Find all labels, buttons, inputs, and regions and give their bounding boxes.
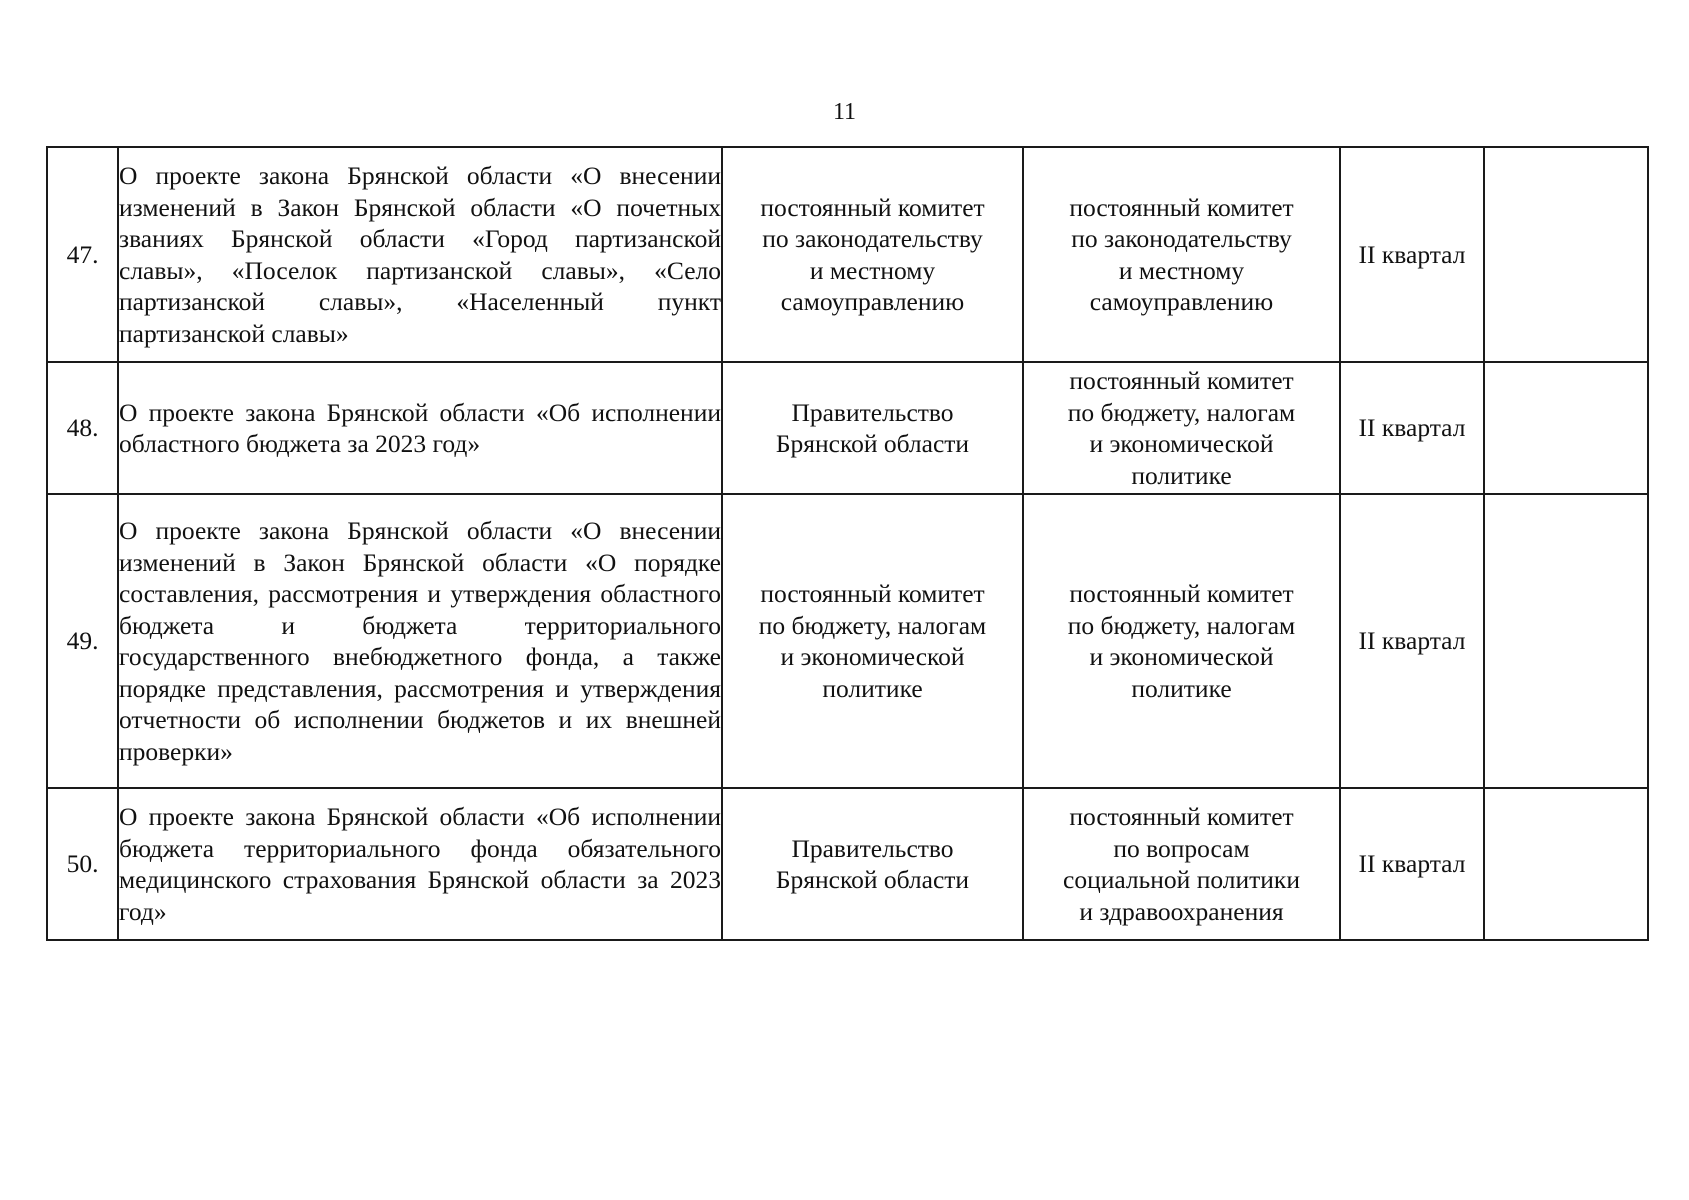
responsible-line: по законодательству bbox=[1071, 224, 1292, 253]
initiator-line: Брянской области bbox=[775, 429, 970, 458]
period-cell: II квартал bbox=[1340, 362, 1484, 494]
initiator-line: политике bbox=[822, 673, 923, 703]
initiator-line: постоянный комитет bbox=[760, 192, 985, 222]
responsible-cell bbox=[1023, 494, 1340, 788]
initiator-line: самоуправлению bbox=[780, 287, 965, 316]
initiator-line: и экономической bbox=[780, 642, 965, 671]
initiator-cell bbox=[722, 788, 1023, 940]
responsible-line: политике bbox=[1131, 460, 1232, 490]
period-cell: II квартал bbox=[1340, 494, 1484, 788]
responsible-cell bbox=[1023, 788, 1340, 940]
row-number: 47. bbox=[47, 147, 118, 362]
table-row bbox=[47, 788, 1648, 940]
initiator-line: Брянской области bbox=[775, 865, 970, 894]
responsible-line: постоянный комитет bbox=[1069, 802, 1294, 831]
table-row bbox=[47, 147, 1648, 362]
responsible-line: самоуправлению bbox=[1089, 287, 1274, 316]
plan-table bbox=[46, 146, 1649, 941]
initiator-cell bbox=[722, 494, 1023, 788]
note-cell bbox=[1484, 362, 1648, 494]
initiator-cell bbox=[722, 147, 1023, 362]
note-cell bbox=[1484, 788, 1648, 940]
note-cell bbox=[1484, 494, 1648, 788]
responsible-line: и экономической bbox=[1089, 429, 1274, 458]
bill-title: О проекте закона Брянской области «Об исполнении бюджета территориального фонда обязательного медицинского страхования Брянской области за 2023 год» bbox=[118, 788, 722, 940]
responsible-line: социальной политики bbox=[1063, 865, 1300, 894]
responsible-line: постоянный комитет bbox=[1069, 366, 1294, 395]
responsible-line: и местному bbox=[1118, 255, 1245, 285]
initiator-line: Правительство bbox=[791, 833, 954, 863]
responsible-line: и экономической bbox=[1089, 642, 1274, 671]
period-cell: II квартал bbox=[1340, 147, 1484, 362]
initiator-line: и местному bbox=[809, 255, 936, 285]
bill-title: О проекте закона Брянской области «О внесении изменений в Закон Брянской области «О почетных званиях Брянской области «Город партизанской славы», «Поселок партизанской славы», «Село партизанской славы», «Населенный пункт партизанской славы» bbox=[118, 147, 722, 362]
period-cell: II квартал bbox=[1340, 788, 1484, 940]
responsible-line: по бюджету, налогам bbox=[1067, 610, 1296, 640]
row-number: 49. bbox=[47, 494, 118, 788]
responsible-line: постоянный комитет bbox=[1069, 579, 1294, 608]
responsible-line: политике bbox=[1131, 673, 1232, 703]
initiator-line: Правительство bbox=[791, 397, 954, 427]
row-number: 48. bbox=[47, 362, 118, 494]
initiator-line: по законодательству bbox=[762, 224, 983, 253]
responsible-cell bbox=[1023, 362, 1340, 494]
row-number: 50. bbox=[47, 788, 118, 940]
initiator-cell bbox=[722, 362, 1023, 494]
initiator-line: постоянный комитет bbox=[760, 579, 985, 608]
table-row bbox=[47, 362, 1648, 494]
responsible-cell bbox=[1023, 147, 1340, 362]
bill-title: О проекте закона Брянской области «Об исполнении областного бюджета за 2023 год» bbox=[118, 362, 722, 494]
table-row bbox=[47, 494, 1648, 788]
responsible-line: по бюджету, налогам bbox=[1067, 397, 1296, 427]
bill-title: О проекте закона Брянской области «О внесении изменений в Закон Брянской области «О порядке составления, рассмотрения и утверждения областного бюджета и бюджета территориального государственного внебюджетного фонда, а также порядке представления, рассмотрения и утверждения отчетности об исполнении бюджетов и их внешней проверки» bbox=[118, 494, 722, 788]
responsible-line: по вопросам bbox=[1113, 833, 1250, 863]
page-number: 11 bbox=[832, 99, 857, 125]
responsible-line: постоянный комитет bbox=[1069, 192, 1294, 222]
note-cell bbox=[1484, 147, 1648, 362]
responsible-line: и здравоохранения bbox=[1079, 896, 1284, 926]
initiator-line: по бюджету, налогам bbox=[758, 610, 987, 640]
